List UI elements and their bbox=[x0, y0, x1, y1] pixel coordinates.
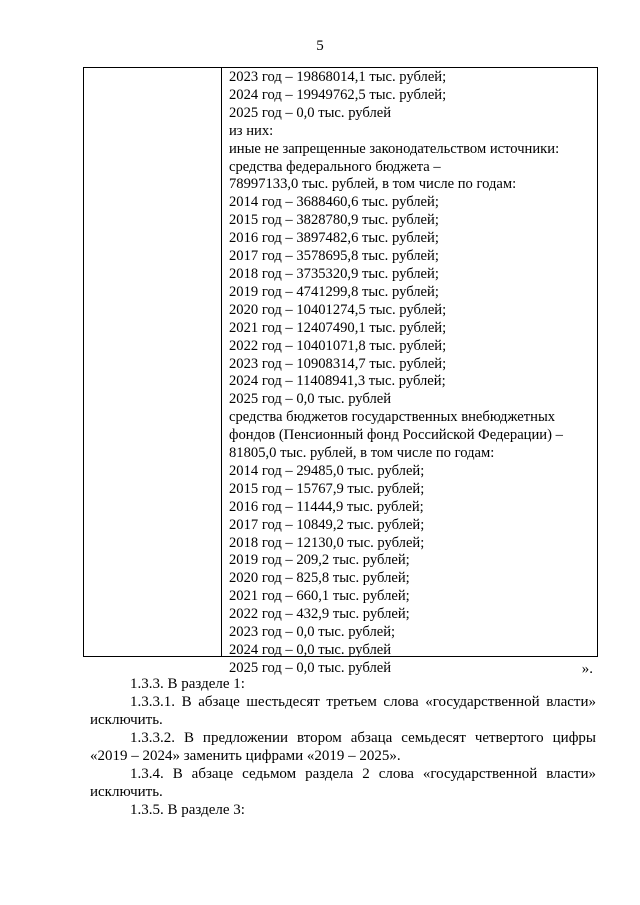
table-line: 2023 год – 19868014,1 тыс. рублей; bbox=[229, 69, 447, 85]
amendment-paragraph: 1.3.4. В абзаце седьмом раздела 2 слова «государственной власти» исключить. bbox=[90, 766, 596, 800]
amendment-paragraph: 1.3.3.2. В предложении втором абзаца семьдесят четвертого цифры «2019 – 2024» заменить цифрами «2019 – 2025». bbox=[90, 730, 596, 764]
table-line: 2024 год – 19949762,5 тыс. рублей; bbox=[229, 86, 447, 103]
table-line: 2018 год – 3735320,9 тыс. рублей; bbox=[229, 265, 439, 282]
table-line: 2025 год – 0,0 тыс. рублей bbox=[229, 659, 392, 676]
table-line: 2022 год – 432,9 тыс. рублей; bbox=[229, 606, 410, 623]
table-line: 2020 год – 825,8 тыс. рублей; bbox=[229, 570, 410, 587]
table-line: 2021 год – 12407490,1 тыс. рублей; bbox=[229, 319, 447, 336]
amendment-paragraph: 1.3.3. В разделе 1: bbox=[130, 676, 245, 692]
table-line: 2025 год – 0,0 тыс. рублей bbox=[229, 104, 392, 121]
amendment-paragraph: 1.3.5. В разделе 3: bbox=[130, 802, 245, 818]
table-line: средства федерального бюджета – bbox=[229, 158, 441, 175]
table-line: 2019 год – 209,2 тыс. рублей; bbox=[229, 552, 410, 569]
table-line: 2019 год – 4741299,8 тыс. рублей; bbox=[229, 283, 439, 300]
table-line: 2014 год – 3688460,6 тыс. рублей; bbox=[229, 194, 439, 211]
table-line: 2015 год – 3828780,9 тыс. рублей; bbox=[229, 212, 439, 229]
table-line: иные не запрещенные законодательством источники: bbox=[229, 140, 560, 157]
table-line: 2024 год – 0,0 тыс. рублей bbox=[229, 642, 392, 658]
table-line: 81805,0 тыс. рублей, в том числе по годам: bbox=[229, 445, 495, 462]
table-line: 2016 год – 11444,9 тыс. рублей; bbox=[229, 498, 424, 515]
table-line: 2021 год – 660,1 тыс. рублей; bbox=[229, 588, 410, 605]
amendment-text bbox=[90, 675, 596, 819]
table-line: 2023 год – 10908314,7 тыс. рублей; bbox=[229, 355, 447, 372]
table-line: 78997133,0 тыс. рублей, в том числе по годам: bbox=[229, 176, 517, 193]
column-divider bbox=[221, 68, 222, 656]
page-number: 5 bbox=[316, 38, 324, 54]
closing-quote: ». bbox=[581, 661, 593, 677]
table-line: 2016 год – 3897482,6 тыс. рублей; bbox=[229, 230, 439, 247]
table-line: средства бюджетов государственных внебюджетных bbox=[229, 409, 556, 426]
table-line: 2024 год – 11408941,3 тыс. рублей; bbox=[229, 373, 446, 390]
table-line: 2018 год – 12130,0 тыс. рублей; bbox=[229, 534, 425, 551]
table-line: 2014 год – 29485,0 тыс. рублей; bbox=[229, 462, 425, 479]
funding-details-column bbox=[229, 69, 597, 678]
table-line: 2025 год – 0,0 тыс. рублей bbox=[229, 391, 392, 408]
table-line: 2017 год – 3578695,8 тыс. рублей; bbox=[229, 248, 439, 265]
table-line: 2020 год – 10401274,5 тыс. рублей; bbox=[229, 301, 447, 318]
table-line: 2023 год – 0,0 тыс. рублей; bbox=[229, 624, 396, 641]
table-line: фондов (Пенсионный фонд Российской Федерации) – bbox=[229, 427, 563, 444]
table-line: 2015 год – 15767,9 тыс. рублей; bbox=[229, 480, 425, 497]
amendment-paragraph: 1.3.3.1. В абзаце шестьдесят третьем слова «государственной власти» исключить. bbox=[90, 694, 596, 728]
table-line: 2022 год – 10401071,8 тыс. рублей; bbox=[229, 337, 447, 354]
funding-table bbox=[83, 67, 598, 676]
table-line: 2017 год – 10849,2 тыс. рублей; bbox=[229, 516, 425, 533]
table-line: из них: bbox=[229, 122, 274, 139]
